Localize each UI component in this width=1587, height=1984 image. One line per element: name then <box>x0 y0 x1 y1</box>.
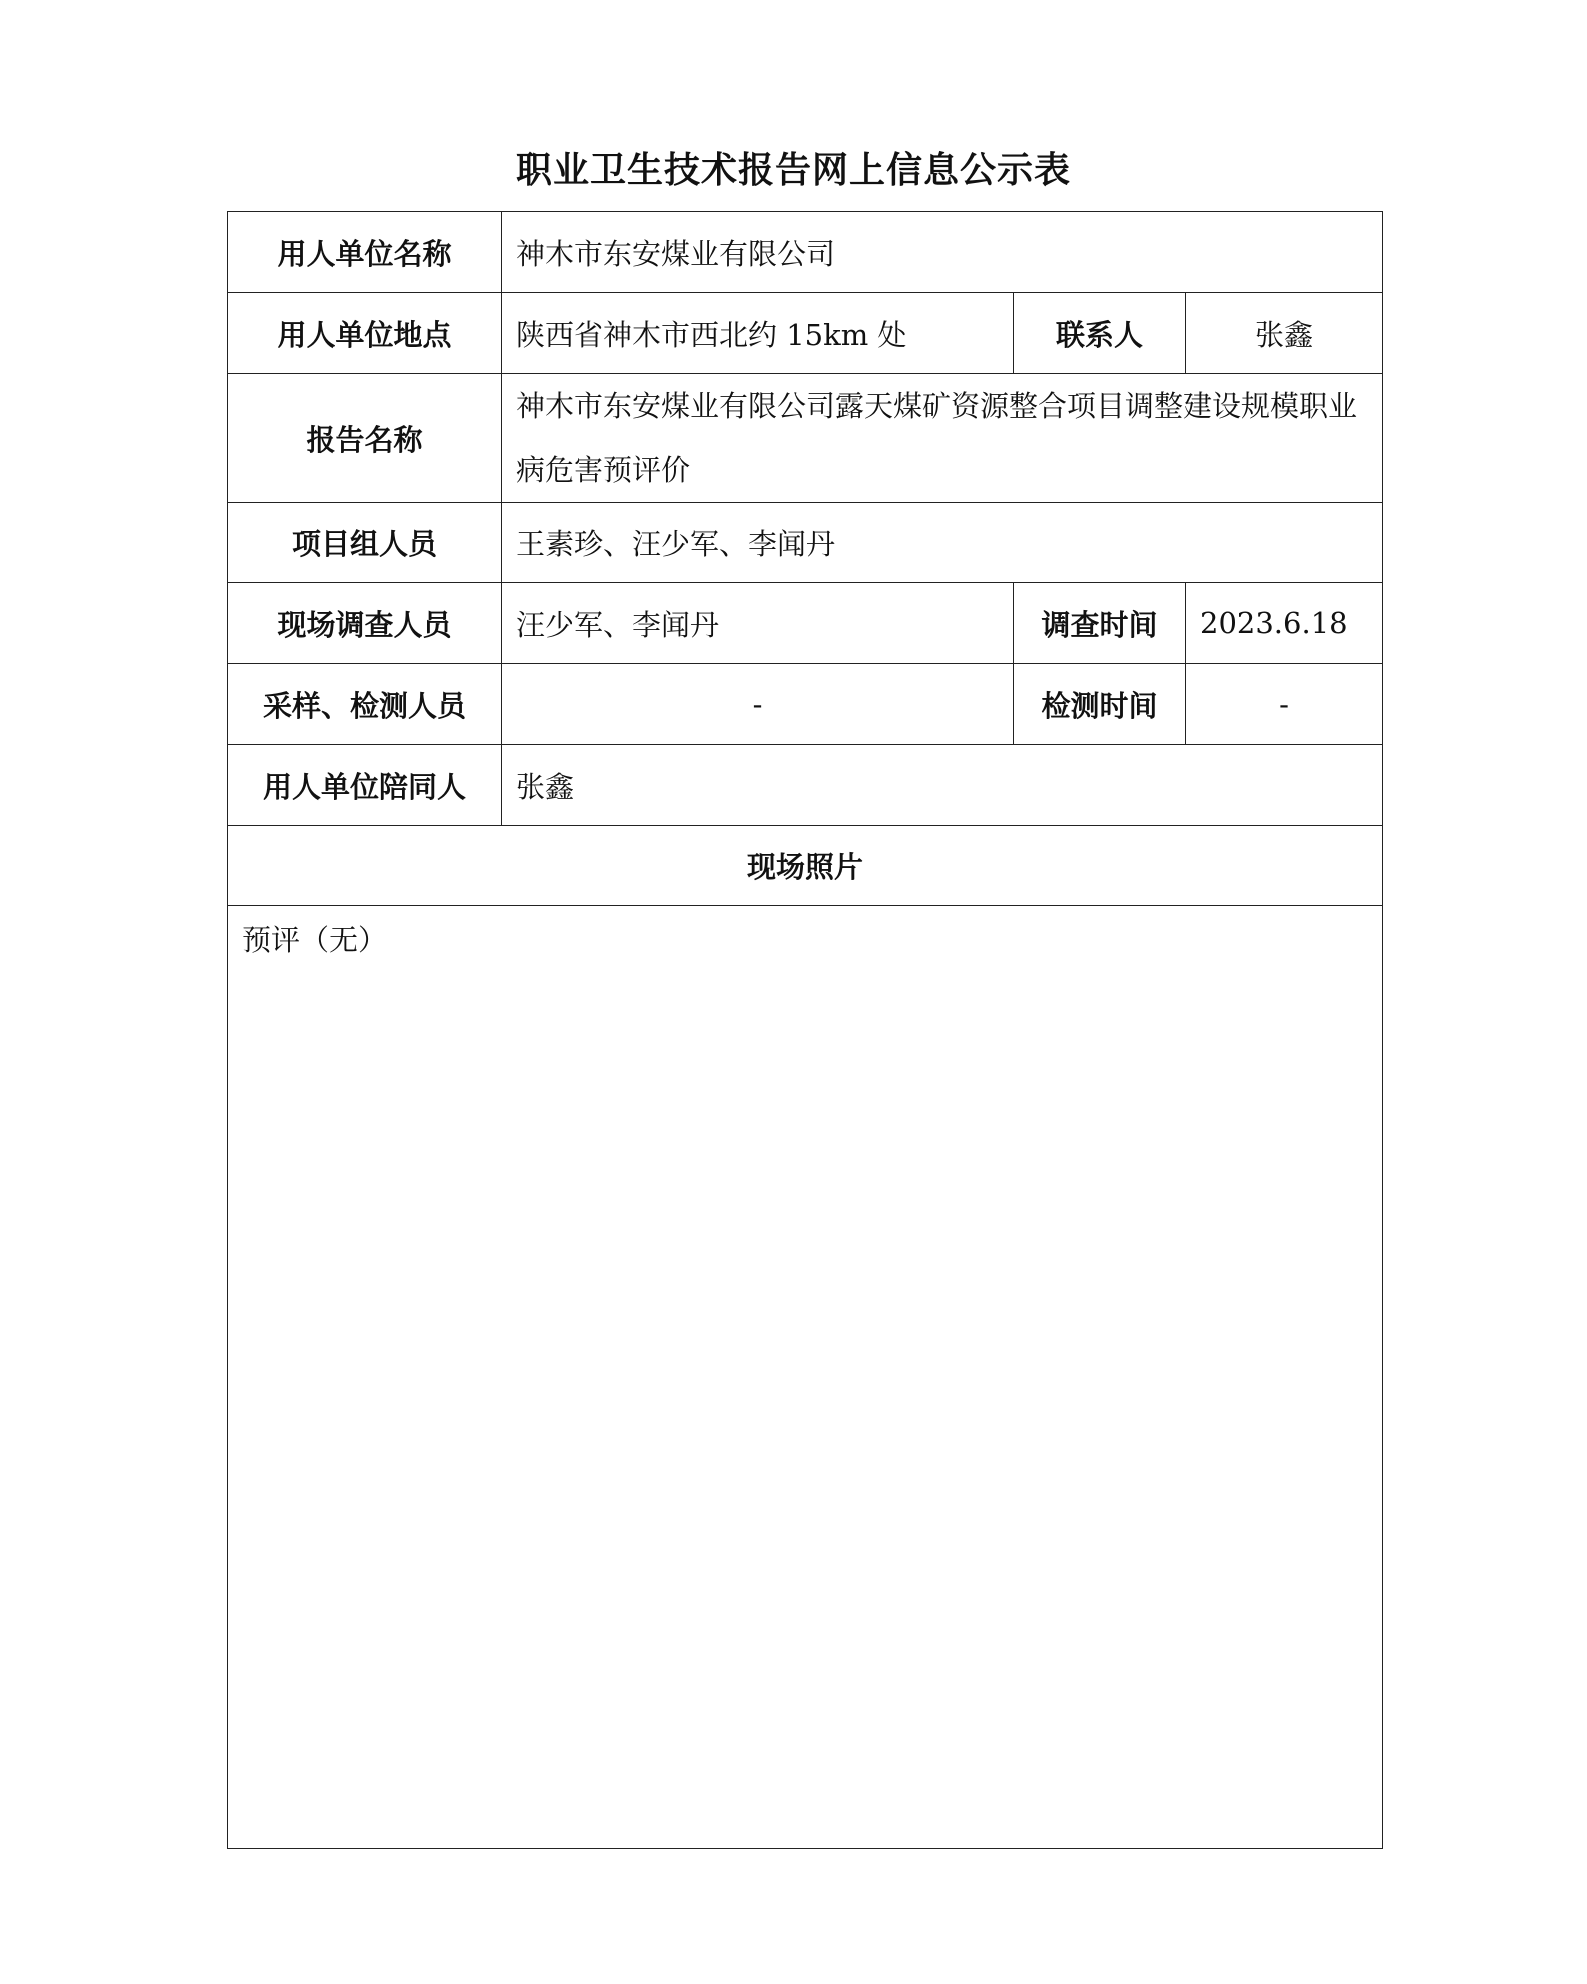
contact-value: 张鑫 <box>1186 293 1383 374</box>
row-team-members <box>228 503 1383 583</box>
row-sampling <box>228 664 1383 745</box>
survey-time-value: 2023.6.18 <box>1186 583 1383 664</box>
site-photos-note: 预评（无） <box>242 923 388 957</box>
testing-time-label: 检测时间 <box>1014 664 1186 745</box>
survey-staff-value: 汪少军、李闻丹 <box>502 583 1014 664</box>
survey-time-label: 调查时间 <box>1014 583 1186 664</box>
site-photos-header: 现场照片 <box>228 826 1383 906</box>
report-name-value: 神木市东安煤业有限公司露天煤矿资源整合项目调整建设规模职业病危害预评价 <box>502 374 1383 503</box>
employer-name-value: 神木市东安煤业有限公司 <box>502 212 1383 293</box>
employer-location-value: 陕西省神木市西北约 15km 处 <box>502 293 1014 374</box>
sampling-staff-value: - <box>502 664 1014 745</box>
row-survey <box>228 583 1383 664</box>
contact-label: 联系人 <box>1014 293 1186 374</box>
row-report-name <box>228 374 1383 503</box>
row-employer-location <box>228 293 1383 374</box>
team-members-value: 王素珍、汪少军、李闻丹 <box>502 503 1383 583</box>
testing-time-value: - <box>1186 664 1383 745</box>
sampling-staff-label: 采样、检测人员 <box>228 664 502 745</box>
accompany-value: 张鑫 <box>502 745 1383 826</box>
accompany-label: 用人单位陪同人 <box>228 745 502 826</box>
row-accompany <box>228 745 1383 826</box>
employer-name-label: 用人单位名称 <box>228 212 502 293</box>
row-photos-header <box>228 826 1383 906</box>
site-photos-area <box>228 906 1383 1849</box>
disclosure-form-table <box>227 211 1383 1849</box>
page-title: 职业卫生技术报告网上信息公示表 <box>515 149 1071 191</box>
row-employer-name <box>228 212 1383 293</box>
survey-staff-label: 现场调查人员 <box>228 583 502 664</box>
report-name-label: 报告名称 <box>228 374 502 503</box>
employer-location-label: 用人单位地点 <box>228 293 502 374</box>
row-photos-body <box>228 906 1383 1849</box>
team-members-label: 项目组人员 <box>228 503 502 583</box>
